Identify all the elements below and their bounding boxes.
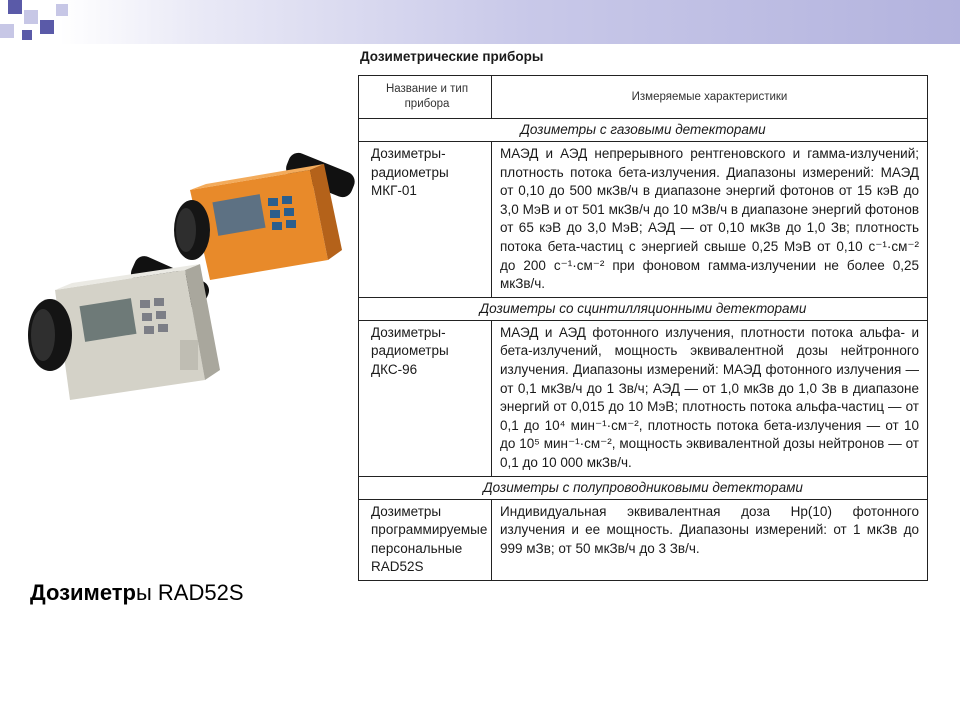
device-description: Индивидуальная эквивалентная доза Hp(10) фотонного излучения и ее мощность. Диапазоны измерений: от 1 мкЗв до 999 мЗв; от 50 мкЗв/ч до 3 Зв/ч. <box>492 499 928 580</box>
section-title: Дозиметры со сцинтилляционными детекторами <box>359 297 928 320</box>
header-characteristics: Измеряемые характеристики <box>492 76 928 119</box>
table-row <box>359 142 928 298</box>
table-title: Дозиметрические приборы <box>360 49 544 64</box>
table-header-row <box>359 76 928 119</box>
header-gradient-band <box>0 0 960 44</box>
dosimeter-table <box>358 75 928 581</box>
device-name: Дозиметры-радиометры МКГ-01 <box>359 142 492 298</box>
dosimeters-photo <box>10 150 360 420</box>
decor-square <box>8 0 22 14</box>
section-header-row <box>359 297 928 320</box>
device-description: МАЭД и АЭД непрерывного рентгеновского и гамма-излучений; плотность потока бета-излучения. Диапазоны измерений: МАЭД от 0,10 до 500 мкЗв/ч в диапазоне энергий фотонов от 15 кэВ до 3,0 МэВ и от 501 мкЗв/ч до 10 мЗв/ч в диапазоне энергий фотонов от 65 кэВ до 3,0 МэВ; АЭД — от 0,10 мкЗв до 1,0 Зв; плотность потока бета-частиц с энергией свыше 0,25 МэВ от 0,10 с⁻¹·см⁻² до 200 с⁻¹·см⁻² при фоновом гамма-излучении не более 0,25 мкЗв/ч. <box>492 142 928 298</box>
decor-square <box>24 10 38 24</box>
header-device-name: Название и тип прибора <box>359 76 492 119</box>
device-description: МАЭД и АЭД фотонного излучения, плотности потока альфа- и бета-излучений, мощность эквивалентной дозы нейтронного излучения. Диапазоны измерений: МАЭД фотонного излучения — от 0,1 мкЗв/ч до 1 Зв/ч; АЭД — от 1,0 мкЗв до 1,0 Зв в диапазоне энергий от 0,015 до 10 МэВ; плотность потока альфа-частиц — от 0,1 до 10⁴ мин⁻¹·см⁻², плотность потока бета-излучения — от 10 до 10⁵ мин⁻¹·см⁻², мощность эквивалентной дозы нейтронов — от 0,1 до 10 000 мкЗв/ч. <box>492 320 928 476</box>
decor-square <box>56 4 68 16</box>
decor-square <box>40 20 54 34</box>
caption-bold: Дозиметр <box>30 580 136 605</box>
decor-square <box>0 24 14 38</box>
table-row <box>359 499 928 580</box>
caption-rest: ы RAD52S <box>135 580 244 605</box>
table-row <box>359 320 928 476</box>
device-name: Дозиметры-радиометры ДКС-96 <box>359 320 492 476</box>
orange-dosimeter <box>174 150 358 280</box>
section-header-row <box>359 476 928 499</box>
section-title: Дозиметры с полупроводниковыми детекторами <box>359 476 928 499</box>
slide-caption <box>30 580 244 606</box>
device-name: Дозиметры программируемые персональные RAD52S <box>359 499 492 580</box>
section-title: Дозиметры с газовыми детекторами <box>359 119 928 142</box>
section-header-row <box>359 119 928 142</box>
decor-square <box>22 30 32 40</box>
grey-dosimeter <box>28 253 220 400</box>
